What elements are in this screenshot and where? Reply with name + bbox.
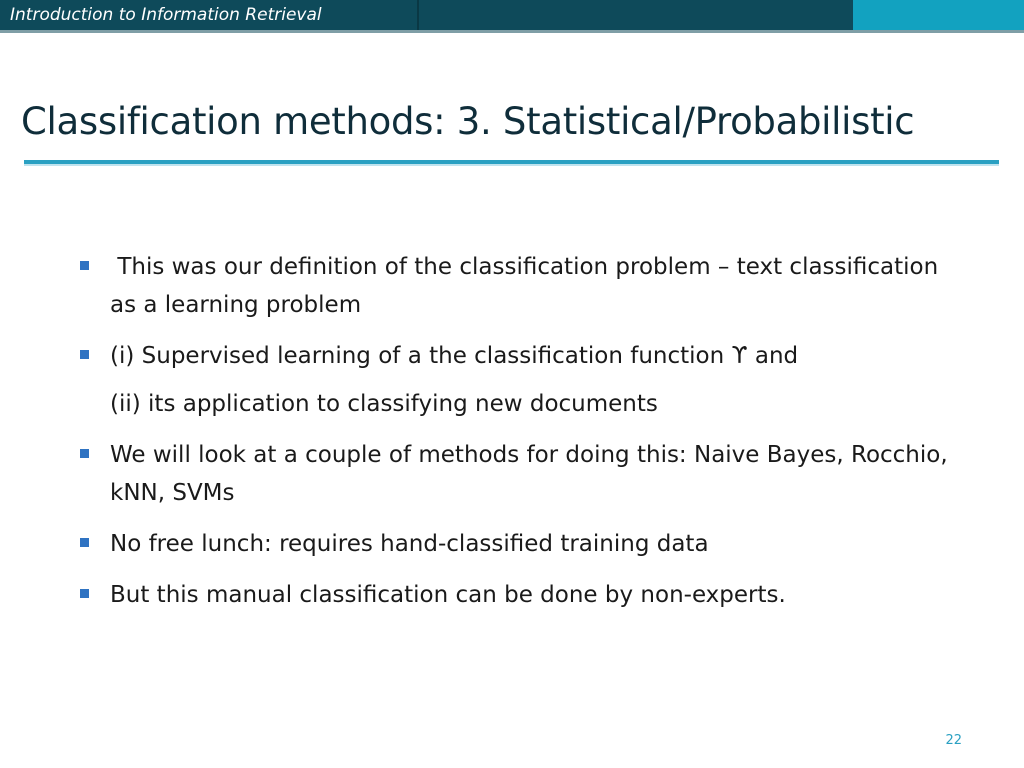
bullet-list — [78, 248, 958, 627]
title-rule-shadow — [24, 164, 999, 166]
list-item — [78, 576, 958, 614]
page-number: 22 — [945, 733, 962, 748]
header-accent-block — [853, 0, 1024, 32]
bullet-text: But this manual classification can be done by non-experts. — [110, 582, 786, 608]
square-bullet-icon — [80, 261, 89, 270]
list-item — [78, 248, 958, 324]
bullet-text: (i) Supervised learning of a the classification function ϒ and — [110, 343, 799, 369]
bullet-text: We will look at a couple of methods for doing this: Naive Bayes, Rocchio, kNN, SVMs — [110, 442, 955, 506]
list-item — [78, 337, 958, 375]
list-item-continuation — [78, 385, 958, 423]
square-bullet-icon — [80, 449, 89, 458]
header-underline — [0, 30, 1024, 33]
list-item — [78, 525, 958, 563]
square-bullet-icon — [80, 538, 89, 547]
bullet-text: No free lunch: requires hand-classified training data — [110, 531, 709, 557]
header-divider — [417, 0, 419, 32]
header-bar — [0, 0, 1024, 32]
list-item — [78, 436, 958, 512]
bullet-text: (ii) its application to classifying new documents — [110, 391, 658, 417]
bullet-text: This was our definition of the classification problem – text classification as a learning problem — [110, 254, 946, 318]
square-bullet-icon — [80, 350, 89, 359]
square-bullet-icon — [80, 589, 89, 598]
course-title: Introduction to Information Retrieval — [10, 5, 322, 25]
slide-title: Classification methods: 3. Statistical/Probabilistic — [21, 100, 915, 143]
